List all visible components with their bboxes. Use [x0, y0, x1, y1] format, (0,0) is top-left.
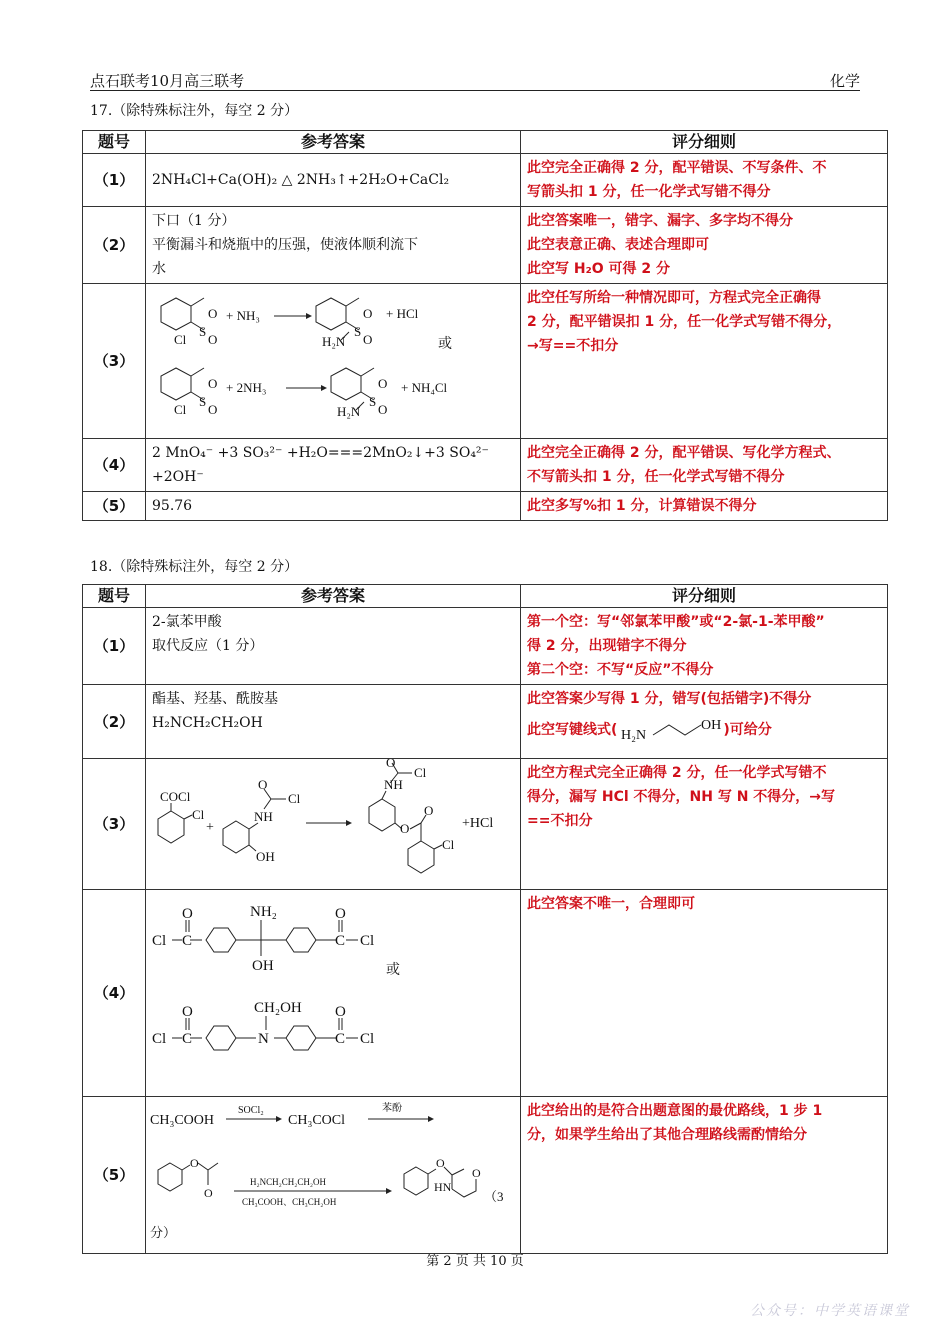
chlorine-label: Cl [152, 1031, 167, 1047]
acetyl-chloride-label: CH₃COCl [288, 1113, 346, 1128]
thionyl-chloride-label: SOCl₂ [238, 1105, 264, 1116]
oxygen-label: O [436, 1156, 445, 1170]
rule-line: 得 2 分，出现错字不得分 [527, 638, 687, 654]
col-rule-header: 评分细则 [521, 585, 888, 608]
col-answer-header: 参考答案 [146, 131, 521, 154]
phenol-label: 苯酚 [382, 1103, 402, 1114]
rule-line: 此空答案唯一，错字、漏字、多字均不得分 [527, 213, 793, 229]
oxygen-label: O [335, 1004, 346, 1020]
ammonium-chloride-label: + NH₄Cl [401, 380, 448, 395]
answer-equation: 2NH₄Cl+Ca(OH)₂ △ 2NH₃↑+2H₂O+CaCl₂ [152, 172, 450, 188]
rule-line: ==不扣分 [527, 813, 593, 829]
sulfonyl-chloride-reaction-diagram [146, 284, 519, 430]
hydroxyl-label: OH [252, 958, 274, 974]
row-num: （1） [83, 154, 146, 207]
row-num: （5） [83, 492, 146, 521]
rule-line: 此空任写所给一种情况即可，方程式完全正确得 [527, 290, 821, 306]
page-footer: 第 2 页 共 10 页 [426, 1254, 524, 1269]
oxygen-label: O [400, 821, 410, 836]
rule-line: 此空多写%扣 1 分，计算错误不得分 [527, 498, 757, 514]
rule-line: →写==不扣分 [527, 338, 619, 354]
oxygen-label: O [204, 1186, 213, 1200]
nh-label: NH [254, 809, 273, 824]
amine-label: H₂N [322, 334, 346, 349]
row-num: （3） [83, 759, 146, 890]
or-label: 或 [386, 963, 400, 978]
oxygen-label: O [208, 306, 218, 321]
chlorine-label: Cl [152, 933, 167, 949]
acylation-reaction-diagram [146, 759, 519, 881]
rule-line: 此空答案不唯一，合理即可 [527, 896, 695, 912]
row-num: （4） [83, 439, 146, 492]
rule-line: 此空方程式完全正确得 2 分，任一化学式写错不 [527, 765, 827, 781]
rule-line: 此空表意正确、表述合理即可 [527, 237, 709, 253]
table-row [83, 1097, 888, 1254]
ethanolamine-skeletal-diagram [617, 715, 723, 745]
row-num: （5） [83, 1097, 146, 1254]
carbon-label: C [335, 1031, 346, 1047]
oxygen-label: O [208, 402, 218, 417]
col-num-header: 题号 [83, 131, 146, 154]
ammonia-label: + 2NH₃ [226, 380, 267, 395]
rule-line: 2 分，配平错误扣 1 分，任一化学式写错不得分， [527, 314, 842, 330]
carbon-label: C [182, 1031, 193, 1047]
answer-line: 酯基、羟基、酰胺基 [152, 691, 278, 707]
table-row [83, 154, 888, 207]
table-row [83, 492, 888, 521]
rule-line: 分，如果学生给出了其他合理路线需酌情给分 [527, 1127, 807, 1143]
table-row [83, 608, 888, 685]
table-row [83, 759, 888, 890]
oxygen-label: O [424, 803, 434, 818]
ammonia-label: + NH₃ [226, 308, 260, 323]
row-num: （1） [83, 608, 146, 685]
rule-line: 此空完全正确得 2 分，配平错误、不写条件、不 [527, 160, 827, 176]
score-label: （3 [484, 1189, 504, 1204]
chlorine-label: Cl [360, 1031, 375, 1047]
acetic-acid-label: CH₃COOH [150, 1113, 214, 1128]
table-row [83, 890, 888, 1097]
chlorine-label: Cl [192, 807, 205, 822]
rule-text: )可给分 [723, 722, 772, 738]
synthesis-route-diagram [146, 1097, 519, 1245]
chlorine-label: Cl [174, 332, 187, 347]
oxygen-label: O [190, 1156, 199, 1170]
acyl-chloride-label: COCl [160, 789, 191, 804]
oxygen-label: O [208, 332, 218, 347]
rule-line: 此空答案少写得 1 分，错写(包括错字)不得分 [527, 691, 812, 707]
subject-name: 化学 [829, 72, 860, 90]
table-row [83, 207, 888, 284]
answer-equation: 2 MnO₄⁻ +3 SO₃²⁻ +H₂O===2MnO₂↓+3 SO₄²⁻ +2OH⁻ [152, 445, 489, 485]
amine-label: H₂N [621, 728, 647, 743]
answer-line: 平衡漏斗和烧瓶中的压强，使液体顺利流下 [152, 237, 418, 253]
rule-line: 此空完全正确得 2 分，配平错误、写化学方程式、 [527, 445, 841, 461]
rule-line: 第一个空：写“邻氯苯甲酸”或“2-氯-1-苯甲酸” [527, 614, 825, 630]
oxygen-label: O [335, 906, 346, 922]
sulfur-label: S [199, 394, 207, 409]
q17-table [82, 130, 888, 521]
row-num: （4） [83, 890, 146, 1097]
hydroxyl-label: OH [256, 849, 275, 864]
q17-title: 17.（除特殊标注外，每空 2 分） [90, 103, 299, 119]
hcl-label: + HCl [386, 306, 419, 321]
table-row [83, 284, 888, 439]
hydroxyl-label: OH [701, 718, 722, 733]
rule-line [527, 715, 881, 745]
oxygen-label: O [363, 332, 373, 347]
hn-label: HN [434, 1180, 452, 1194]
sulfur-label: S [369, 394, 377, 409]
oxygen-label: O [182, 1004, 193, 1020]
rule-line: 得分，漏写 HCl 不得分，NH 写 N 不得分，→写 [527, 789, 836, 805]
chlorine-label: Cl [360, 933, 375, 949]
rule-line: 此空写 H₂O 可得 2 分 [527, 261, 670, 277]
chlorine-label: Cl [442, 837, 455, 852]
carbon-label: C [335, 933, 346, 949]
col-rule-header: 评分细则 [521, 131, 888, 154]
page-header [90, 68, 860, 91]
rule-line: 不写箭头扣 1 分，任一化学式写错不得分 [527, 469, 785, 485]
watermark: 公众号：中学英语课堂 [750, 1303, 910, 1319]
chlorine-label: Cl [288, 791, 301, 806]
hydroxymethyl-label: CH₂OH [254, 1000, 302, 1016]
rule-line: 此空给出的是符合出题意图的最优路线，1 步 1 [527, 1103, 823, 1119]
answer-value: 95.76 [146, 492, 521, 521]
answer-line: 取代反应（1 分） [152, 638, 264, 654]
col-num-header: 题号 [83, 585, 146, 608]
answer-line: H₂NCH₂CH₂OH [152, 715, 263, 731]
sulfur-label: S [354, 324, 362, 339]
oxygen-label: O [472, 1166, 481, 1180]
sulfur-label: S [199, 324, 207, 339]
oxygen-label: O [363, 306, 373, 321]
nh-label: NH [384, 777, 403, 792]
oxygen-label: O [208, 376, 218, 391]
reagent-label: CH₃COOH、CH₃CH₂OH [242, 1197, 337, 1207]
q18-title: 18.（除特殊标注外，每空 2 分） [90, 559, 299, 575]
row-num: （2） [83, 685, 146, 759]
exam-name: 点石联考10月高三联考 [90, 72, 245, 90]
rule-line: 写箭头扣 1 分，任一化学式写错不得分 [527, 184, 771, 200]
answer-line: 2-氯苯甲酸 [152, 614, 222, 630]
chlorine-label: Cl [174, 402, 187, 417]
table-header-row [83, 585, 888, 608]
amine-label: H₂N [337, 404, 361, 419]
oxygen-label: O [182, 906, 193, 922]
rule-text: 此空写键线式( [527, 722, 618, 738]
q18-table [82, 584, 888, 1254]
oxygen-label: O [378, 376, 388, 391]
row-num: （3） [83, 284, 146, 439]
answer-line: 下口（1 分） [152, 213, 236, 229]
plus-label: + [206, 820, 214, 835]
rule-line: 第二个空：不写“反应”不得分 [527, 662, 714, 678]
carbon-label: C [182, 933, 193, 949]
reagent-label: H₂NCH₂CH₂CH₂OH [250, 1177, 327, 1187]
amino-label: NH₂ [250, 904, 277, 920]
diacyl-chloride-structures-diagram [146, 890, 519, 1088]
nitrogen-label: N [258, 1031, 269, 1047]
oxygen-label: O [378, 402, 388, 417]
oxygen-label: O [386, 759, 396, 770]
table-row [83, 439, 888, 492]
chlorine-label: Cl [414, 765, 427, 780]
oxygen-label: O [258, 777, 268, 792]
col-answer-header: 参考答案 [146, 585, 521, 608]
table-row [83, 685, 888, 759]
table-header-row [83, 131, 888, 154]
score-label: 分） [150, 1225, 177, 1240]
answer-line: 水 [152, 261, 166, 277]
or-label: 或 [438, 337, 452, 352]
row-num: （2） [83, 207, 146, 284]
hcl-label: +HCl [462, 816, 494, 831]
